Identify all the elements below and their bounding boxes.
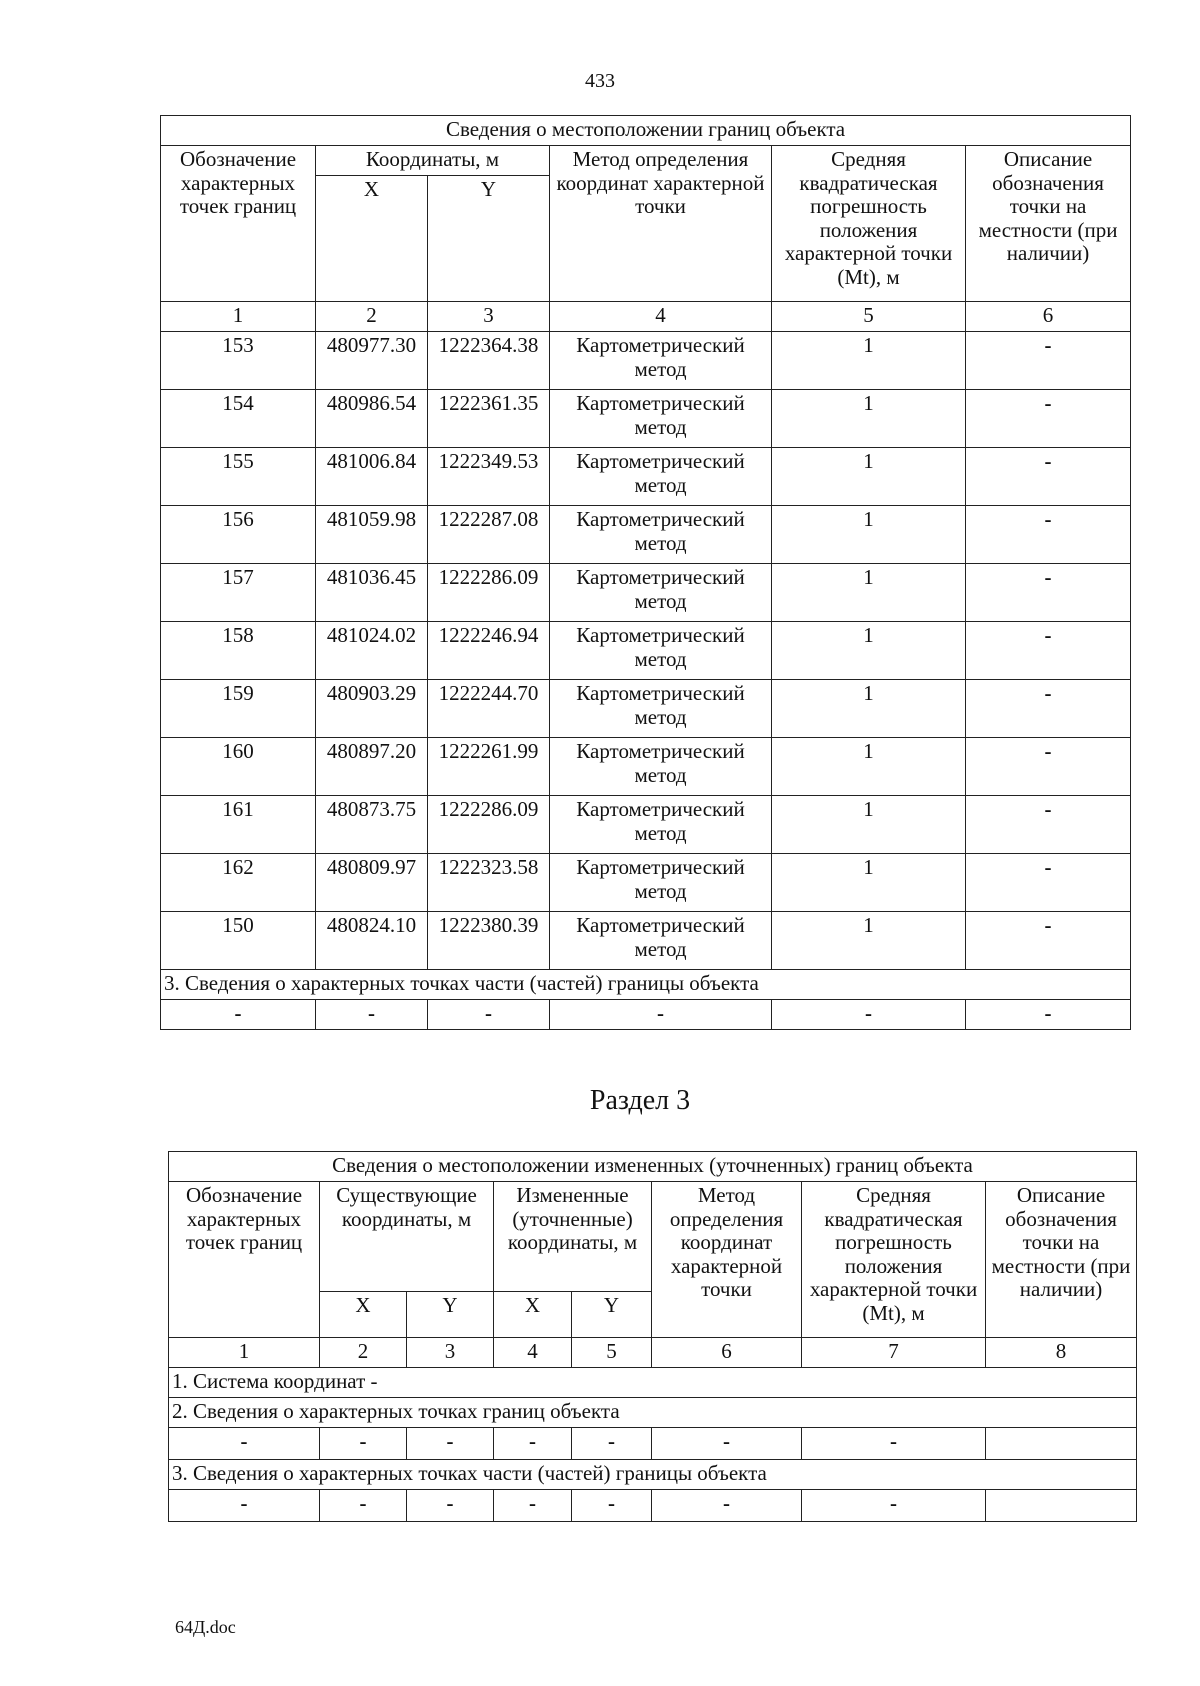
coord-x: 480897.20 — [316, 738, 428, 796]
column-number: 4 — [494, 1338, 572, 1368]
coord-x: 480977.30 — [316, 332, 428, 390]
coord-x: 480873.75 — [316, 796, 428, 854]
table-row — [161, 332, 1131, 390]
column-number: 6 — [652, 1338, 802, 1368]
column-number: 4 — [550, 302, 772, 332]
table-row — [161, 738, 1131, 796]
empty-cell — [986, 1428, 1137, 1460]
point-id: 160 — [161, 738, 316, 796]
column-number: 5 — [772, 302, 966, 332]
parts-label: 3. Сведения о характерных точках части (частей) границы объекта — [169, 1460, 1137, 1490]
error: 1 — [772, 622, 966, 680]
point-id: 153 — [161, 332, 316, 390]
header-description: Описание обозначения точки на местности (при наличии) — [986, 1182, 1137, 1338]
method: Картометрический метод — [550, 680, 772, 738]
error: 1 — [772, 738, 966, 796]
error: 1 — [772, 332, 966, 390]
point-id: 156 — [161, 506, 316, 564]
coord-y: 1222323.58 — [428, 854, 550, 912]
method: Картометрический метод — [550, 332, 772, 390]
header-y: Y — [407, 1292, 494, 1338]
coord-y: 1222287.08 — [428, 506, 550, 564]
method: Картометрический метод — [550, 796, 772, 854]
description: - — [966, 680, 1131, 738]
empty-cell: - — [407, 1490, 494, 1522]
header-coordinates: Координаты, м — [316, 146, 550, 176]
error: 1 — [772, 506, 966, 564]
header-point-designation: Обозначение характерных точек границ — [169, 1182, 320, 1338]
table-row — [161, 448, 1131, 506]
description: - — [966, 390, 1131, 448]
coord-y: 1222286.09 — [428, 796, 550, 854]
changed-boundary-table — [168, 1151, 1137, 1522]
header-method: Метод определения координат характерной точки — [652, 1182, 802, 1338]
description: - — [966, 912, 1131, 970]
error: 1 — [772, 854, 966, 912]
table-row — [161, 854, 1131, 912]
empty-cell: - — [316, 1000, 428, 1030]
point-id: 157 — [161, 564, 316, 622]
footer-filename: 64Д.doc — [175, 1617, 236, 1637]
coord-x: 480903.29 — [316, 680, 428, 738]
section3-label: 3. Сведения о характерных точках части (частей) границы объекта — [161, 970, 1131, 1000]
description: - — [966, 796, 1131, 854]
method: Картометрический метод — [550, 854, 772, 912]
table-row — [161, 912, 1131, 970]
empty-cell: - — [772, 1000, 966, 1030]
empty-cell: - — [320, 1428, 407, 1460]
point-id: 162 — [161, 854, 316, 912]
method: Картометрический метод — [550, 912, 772, 970]
empty-cell: - — [169, 1490, 320, 1522]
coord-y: 1222286.09 — [428, 564, 550, 622]
header-point-designation: Обозначение характерных точек границ — [161, 146, 316, 302]
description: - — [966, 332, 1131, 390]
boundary-location-table — [160, 115, 1131, 1030]
empty-cell: - — [428, 1000, 550, 1030]
error: 1 — [772, 680, 966, 738]
empty-cell: - — [320, 1490, 407, 1522]
header-error: Средняя квадратическая погрешность положения характерной точки (Mt), м — [772, 146, 966, 302]
table-row — [169, 1428, 1137, 1460]
header-x: X — [320, 1292, 407, 1338]
empty-cell: - — [494, 1490, 572, 1522]
empty-cell: - — [802, 1428, 986, 1460]
coord-y: 1222261.99 — [428, 738, 550, 796]
header-error: Средняя квадратическая погрешность положения характерной точки (Mt), м — [802, 1182, 986, 1338]
header-changed-coords: Измененные (уточненные) координаты, м — [494, 1182, 652, 1292]
point-id: 154 — [161, 390, 316, 448]
column-number: 1 — [161, 302, 316, 332]
header-x: X — [494, 1292, 572, 1338]
coord-y: 1222364.38 — [428, 332, 550, 390]
description: - — [966, 448, 1131, 506]
column-number: 2 — [320, 1338, 407, 1368]
error: 1 — [772, 564, 966, 622]
coord-x: 481036.45 — [316, 564, 428, 622]
point-id: 161 — [161, 796, 316, 854]
table-row — [161, 506, 1131, 564]
column-number: 1 — [169, 1338, 320, 1368]
empty-cell: - — [550, 1000, 772, 1030]
empty-cell: - — [161, 1000, 316, 1030]
coord-x: 480986.54 — [316, 390, 428, 448]
coord-y: 1222349.53 — [428, 448, 550, 506]
table-row — [169, 1490, 1137, 1522]
empty-cell — [986, 1490, 1137, 1522]
coord-x: 480809.97 — [316, 854, 428, 912]
empty-cell: - — [169, 1428, 320, 1460]
error: 1 — [772, 912, 966, 970]
method: Картометрический метод — [550, 506, 772, 564]
table-row — [161, 390, 1131, 448]
table-title: Сведения о местоположении измененных (уточненных) границ объекта — [169, 1152, 1137, 1182]
method: Картометрический метод — [550, 622, 772, 680]
description: - — [966, 564, 1131, 622]
coord-y: 1222244.70 — [428, 680, 550, 738]
description: - — [966, 738, 1131, 796]
empty-cell: - — [802, 1490, 986, 1522]
column-number: 3 — [428, 302, 550, 332]
coord-y: 1222380.39 — [428, 912, 550, 970]
header-method: Метод определения координат характерной точки — [550, 146, 772, 302]
empty-cell: - — [966, 1000, 1131, 1030]
description: - — [966, 506, 1131, 564]
coord-y: 1222361.35 — [428, 390, 550, 448]
page-number: 433 — [585, 70, 615, 92]
description: - — [966, 622, 1131, 680]
table-row — [161, 680, 1131, 738]
error: 1 — [772, 390, 966, 448]
empty-cell: - — [572, 1428, 652, 1460]
empty-cell: - — [652, 1428, 802, 1460]
column-number: 5 — [572, 1338, 652, 1368]
column-number: 3 — [407, 1338, 494, 1368]
column-number: 2 — [316, 302, 428, 332]
column-number: 8 — [986, 1338, 1137, 1368]
header-x: X — [316, 176, 428, 302]
table-title: Сведения о местоположении границ объекта — [161, 116, 1131, 146]
error: 1 — [772, 448, 966, 506]
empty-cell: - — [652, 1490, 802, 1522]
header-existing-coords: Существующие координаты, м — [320, 1182, 494, 1292]
empty-cell: - — [494, 1428, 572, 1460]
coord-system-label: 1. Система координат - — [169, 1368, 1137, 1398]
method: Картометрический метод — [550, 564, 772, 622]
coord-x: 481024.02 — [316, 622, 428, 680]
coord-x: 481006.84 — [316, 448, 428, 506]
error: 1 — [772, 796, 966, 854]
column-number: 6 — [966, 302, 1131, 332]
header-y: Y — [572, 1292, 652, 1338]
table-row — [161, 622, 1131, 680]
table-row — [161, 1000, 1131, 1030]
coord-x: 480824.10 — [316, 912, 428, 970]
point-id: 158 — [161, 622, 316, 680]
coord-y: 1222246.94 — [428, 622, 550, 680]
column-number: 7 — [802, 1338, 986, 1368]
method: Картометрический метод — [550, 448, 772, 506]
empty-cell: - — [407, 1428, 494, 1460]
empty-cell: - — [572, 1490, 652, 1522]
method: Картометрический метод — [550, 390, 772, 448]
coord-x: 481059.98 — [316, 506, 428, 564]
method: Картометрический метод — [550, 738, 772, 796]
header-y: Y — [428, 176, 550, 302]
section-title: Раздел 3 — [589, 1085, 691, 1116]
point-id: 155 — [161, 448, 316, 506]
points-label: 2. Сведения о характерных точках границ объекта — [169, 1398, 1137, 1428]
point-id: 150 — [161, 912, 316, 970]
table-row — [161, 796, 1131, 854]
table-row — [161, 564, 1131, 622]
header-description: Описание обозначения точки на местности (при наличии) — [966, 146, 1131, 302]
point-id: 159 — [161, 680, 316, 738]
description: - — [966, 854, 1131, 912]
